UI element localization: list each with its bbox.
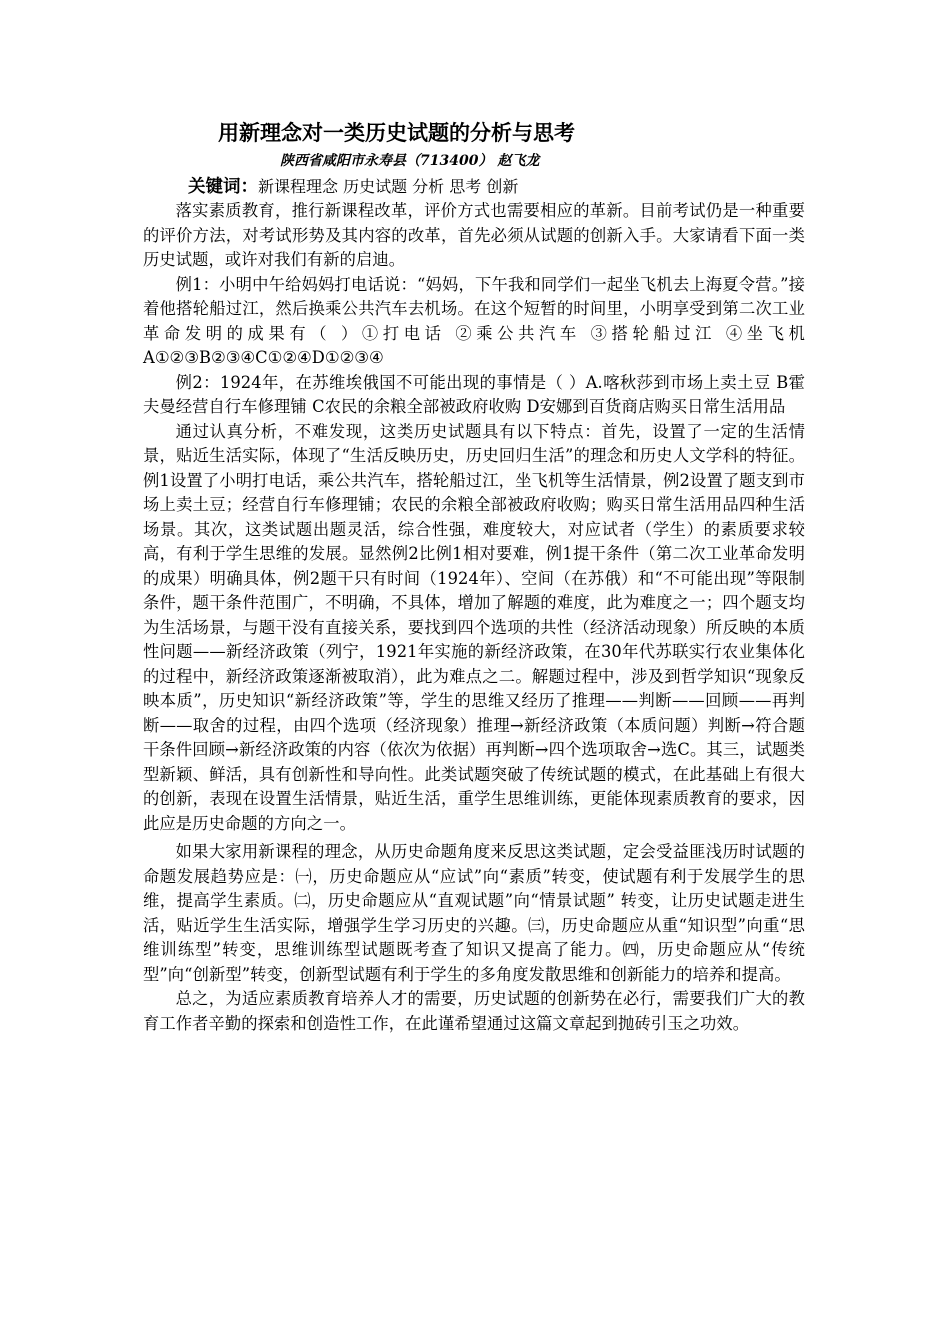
paragraph-example-2: 例2：1924年，在苏维埃俄国不可能出现的事情是（ ）A.喀秋莎到市场上卖土豆 B霍夫曼经营自行车修理铺 C农民的余粮全部被政府收购 D安娜到百货商店购买日常生活用品	[143, 372, 805, 416]
document-title: 用新理念对一类历史试题的分析与思考	[218, 121, 575, 145]
paragraph-intro: 落实素质教育，推行新课程改革，评价方式也需要相应的革新。目前考试仍是一种重要的评价方法，对考试形势及其内容的改革，首先必须从试题的创新入手。大家请看下面一类历史试题，或许对我们有新的启迪。	[143, 201, 805, 269]
paragraph-example-1: 例1：小明中午给妈妈打电话说：“妈妈，下午我和同学们一起坐飞机去上海夏令营。”接着他搭轮船过江，然后换乘公共汽车去机场。在这个短暂的时间里，小明享受到第二次工业革命发明的成果有（ ）①打电话 ②乘公共汽车 ③搭轮船过江 ④坐飞机 A①②③B②③④C①②④D①②③④	[143, 274, 805, 367]
keywords-label: 关键词：	[188, 177, 258, 197]
keywords-value: 新课程理念 历史试题 分析 思考 创新	[258, 177, 519, 196]
paragraph-analysis: 通过认真分析，不难发现，这类历史试题具有以下特点：首先，设置了一定的生活情景，贴近生活实际，体现了“生活反映历史，历史回归生活”的理念和历史人文学科的特征。例1设置了小明打电话，乘公共汽车，搭轮船过江，坐飞机等生活情景，例2设置了题支到市场上卖土豆；经营自行车修理铺；农民的余粮全部被政府收购；购买日常生活用品四种生活场景。其次，这类试题出题灵活，综合性强，难度较大，对应试者（学生）的素质要求较高，有利于学生思维的发展。显然例2比例1相对要难，例1提干条件（第二次工业革命发明的成果）明确具体，例2题干只有时间（1924年）、空间（在苏俄）和“不可能出现”等限制条件，题干条件范围广，不明确，不具体，增加了解题的难度，此为难度之一；四个题支均为生活场景，与题干没有直接关系，要找到四个选项的共性（经济活动现象）所反映的本质性问题——新经济政策（列宁，1921年实施的新经济政策，在30年代苏联实行农业集体化的过程中，新经济政策逐渐被取消），此为难点之二。解题过程中，涉及到哲学知识“现象反映本质”，历史知识“新经济政策”等，学生的思维又经历了推理——判断——回顾——再判断——取舍的过程，由四个选项（经济现象）推理→新经济政策（本质问题）判断→符合题干条件回顾→新经济政策的内容（依次为依据）再判断→四个选项取舍→选C。其三，试题类型新颖、鲜活，具有创新性和导向性。此类试题突破了传统试题的模式，在此基础上有很大的创新，表现在设置生活情景，贴近生活，重学生思维训练，更能体现素质教育的要求，因此应是历史命题的方向之一。	[143, 421, 805, 833]
paragraph-conclusion: 总之，为适应素质教育培养人才的需要，历史试题的创新势在必行，需要我们广大的教育工作者辛勤的探索和创造性工作，在此谨希望通过这篇文章起到抛砖引玉之功效。	[143, 989, 805, 1033]
paragraph-trends: 如果大家用新课程的理念，从历史命题角度来反思这类试题，定会受益匪浅历时试题的命题发展趋势应是：㈠，历史命题应从“应试”向“素质”转变，使试题有利于发展学生的思维，提高学生素质。㈡，历史命题应从“直观试题”向“情景试题” 转变，让历史试题走进生活，贴近学生生活实际，增强学生学习历史的兴趣。㈢，历史命题应从重“知识型”向重“思维训练型”转变，思维训练型试题既考查了知识又提高了能力。㈣，历史命题应从“传统型”向“创新型”转变，创新型试题有利于学生的多角度发散思维和创新能力的培养和提高。	[143, 842, 805, 984]
author-line: 陕西省咸阳市永寿县（713400） 赵飞龙	[280, 153, 540, 169]
document-body	[143, 199, 805, 1036]
keywords-line	[188, 175, 788, 199]
